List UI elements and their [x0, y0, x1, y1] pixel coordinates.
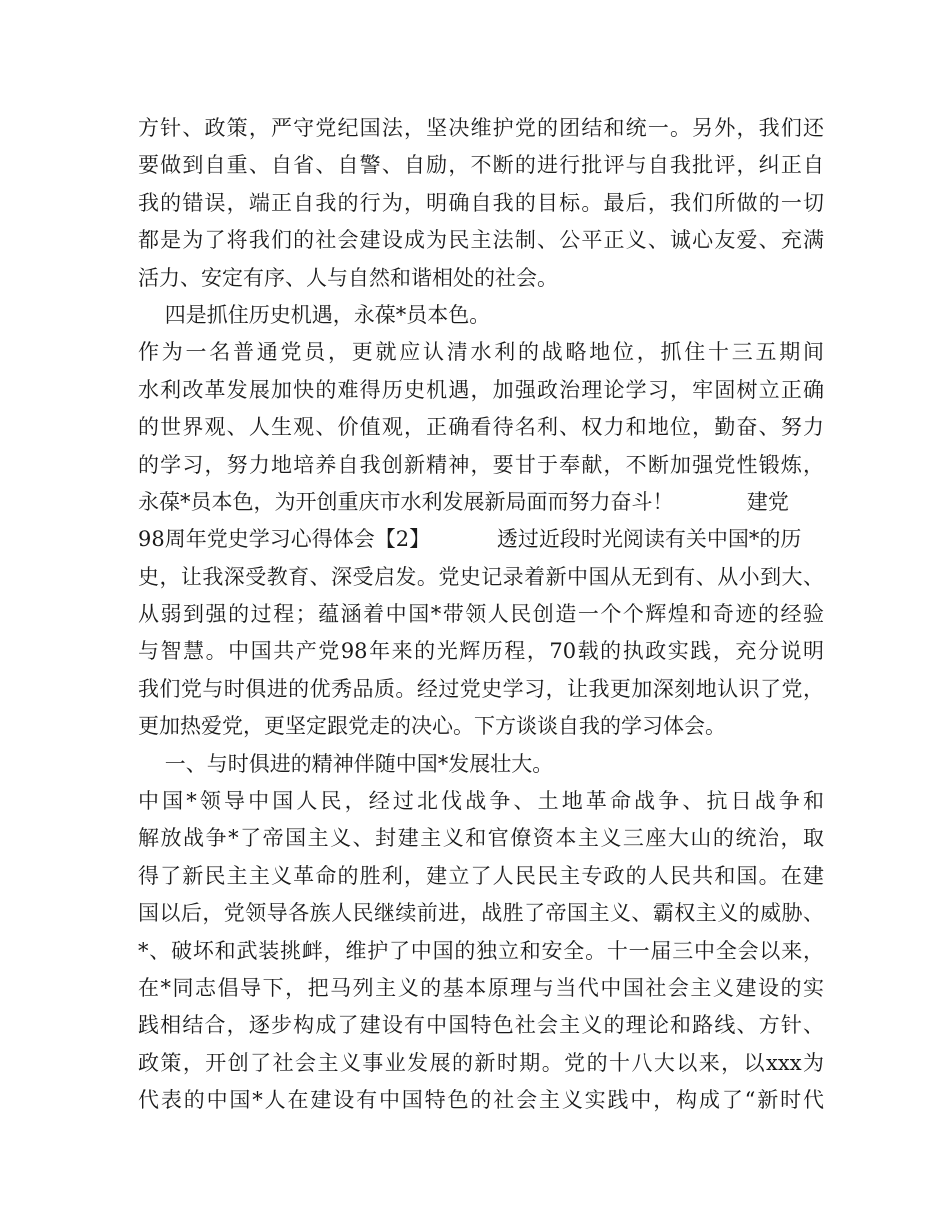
text-line-23: *、破坏和武装挑衅，维护了中国的独立和安全。十一届三中全会以来， [138, 938, 824, 963]
article-title-line: 98周年党史学习心得体会【2】 透过近段时光阅读有关中国*的历 [138, 527, 802, 552]
text-line-1: 方针、政策，严守党纪国法，坚决维护党的团结和统一。另外，我们还 [138, 116, 824, 140]
text-line-9: 的世界观、人生观、价值观，正确看待名利、权力和地位，勤奋、努力 [138, 415, 824, 440]
text-line-14: 从弱到强的过程；蕴涵着中国*带领人民创造一个个辉煌和奇迹的经验 [138, 602, 824, 627]
text-line-27: 代表的中国*人在建设有中国特色的社会主义实践中，构成了“新时代 [138, 1088, 824, 1113]
text-line-19: 中国*领导中国人民，经过北伐战争、土地革命战争、抗日战争和 [138, 789, 824, 814]
text-line-20: 解放战争*了帝国主义、封建主义和官僚资本主义三座大山的统治，取 [138, 826, 824, 851]
section-heading-4: 四是抓住历史机遇，永葆*员本色。 [138, 302, 491, 327]
text-line-3: 我的错误，端正自我的行为，明确自我的目标。最后，我们所做的一切 [138, 190, 824, 215]
text-line-17: 更加热爱党，更坚定跟党走的决心。下方谈谈自我的学习体会。 [138, 714, 726, 739]
text-line-11: 永葆*员本色，为开创重庆市水利发展新局面而努力奋斗！ 建党 [138, 489, 789, 514]
text-line-13: 史，让我深受教育、深受启发。党史记录着新中国从无到有、从小到大、 [138, 564, 824, 589]
text-line-4: 都是为了将我们的社会建设成为民主法制、公平正义、诚心友爱、充满 [138, 228, 824, 253]
text-line-2: 要做到自重、自省、自警、自励，不断的进行批评与自我批评，纠正自 [138, 153, 824, 178]
section-heading-1: 一、与时俱进的精神伴随中国*发展壮大。 [138, 751, 554, 776]
text-line-7: 作为一名普通党员，更就应认清水利的战略地位，抓住十三五期间 [138, 340, 824, 365]
body-text [138, 110, 824, 1120]
text-line-26: 政策，开创了社会主义事业发展的新时期。党的十八大以来，以xxx为 [138, 1050, 824, 1075]
text-line-16: 我们党与时俱进的优秀品质。经过党史学习，让我更加深刻地认识了党， [138, 676, 824, 701]
text-line-24: 在*同志倡导下，把马列主义的基本原理与当代中国社会主义建设的实 [138, 975, 824, 1000]
text-line-21: 得了新民主主义革命的胜利，建立了人民民主专政的人民共和国。在建 [138, 863, 824, 888]
text-line-22: 国以后，党领导各族人民继续前进，战胜了帝国主义、霸权主义的威胁、 [138, 901, 824, 926]
text-line-10: 的学习，努力地培养自我创新精神，要甘于奉献，不断加强党性锻炼， [138, 452, 824, 477]
text-line-8: 水利改革发展加快的难得历史机遇，加强政治理论学习，牢固树立正确 [138, 377, 824, 402]
text-line-15: 与智慧。中国共产党98年来的光辉历程，70载的执政实践，充分说明 [138, 639, 824, 664]
text-line-25: 践相结合，逐步构成了建设有中国特色社会主义的理论和路线、方针、 [138, 1013, 824, 1038]
text-line-5: 活力、安定有序、人与自然和谐相处的社会。 [138, 265, 558, 290]
